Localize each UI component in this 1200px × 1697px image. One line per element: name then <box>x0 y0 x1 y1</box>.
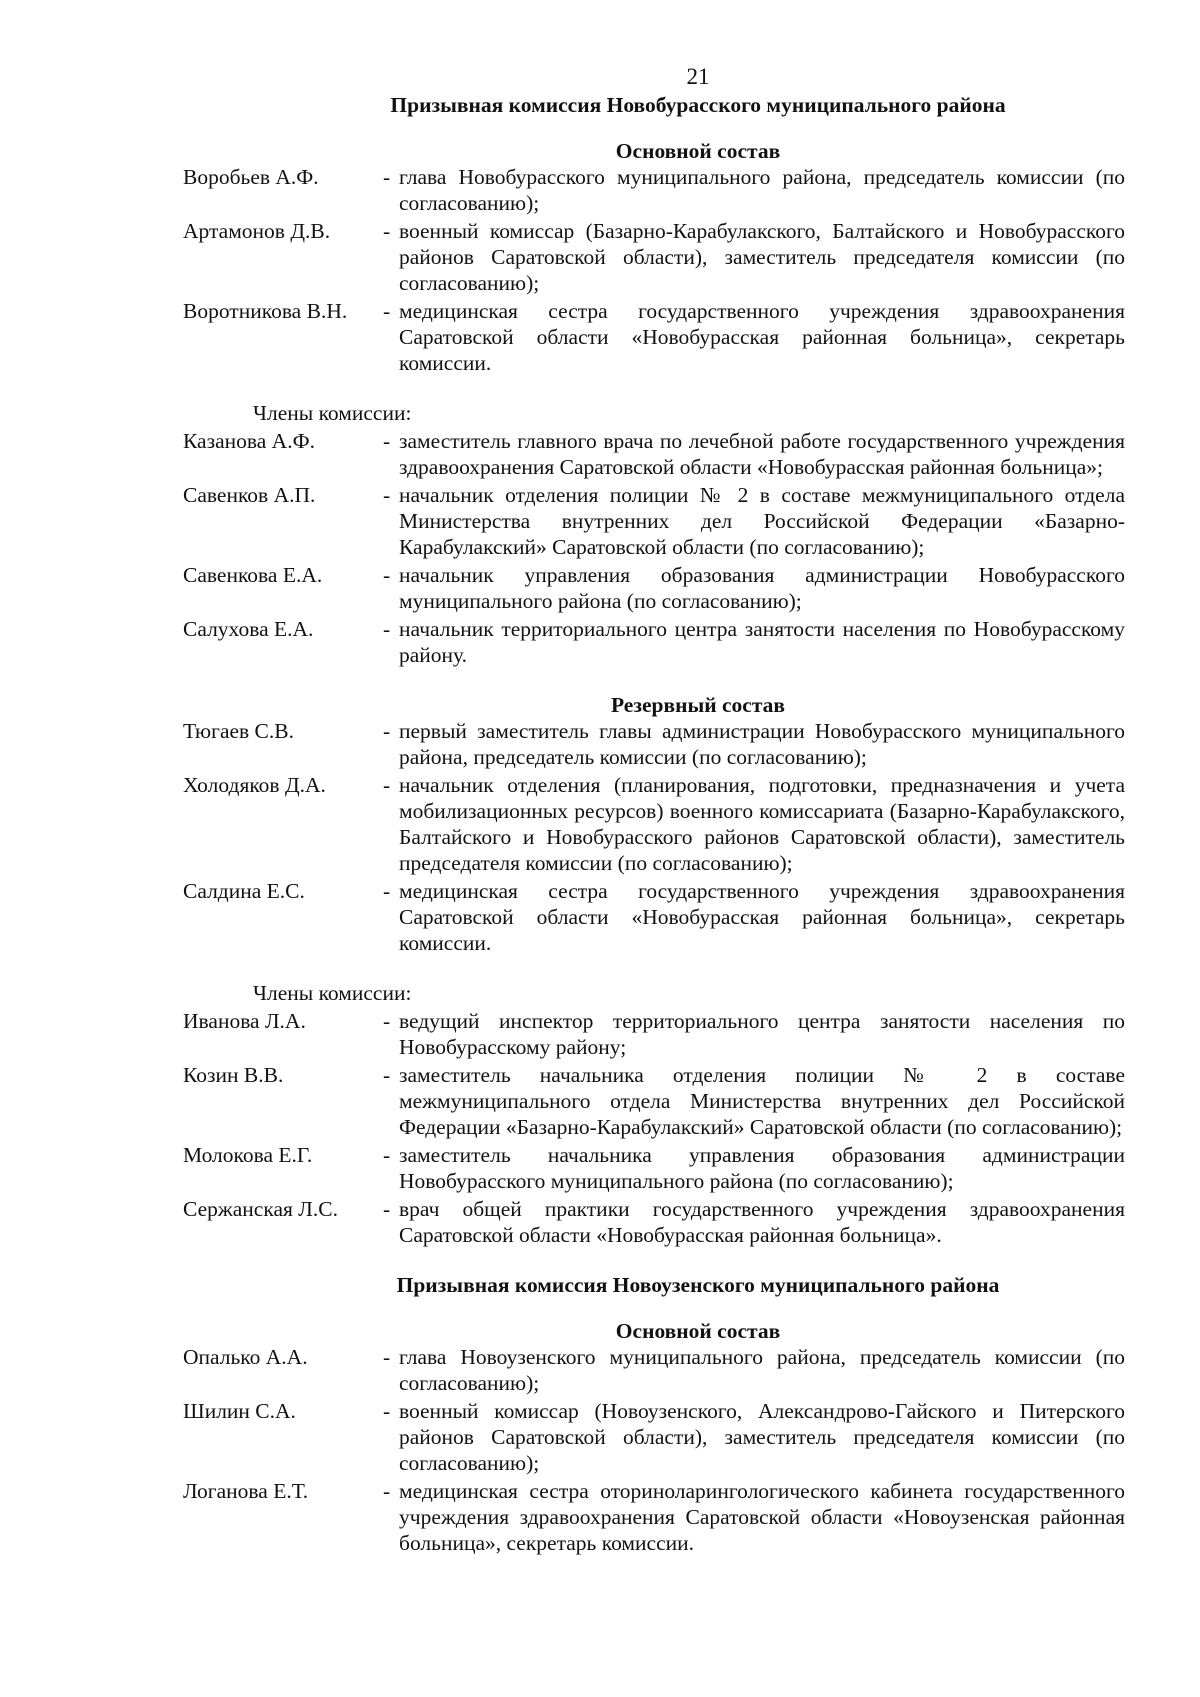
dash-separator: - <box>383 483 391 507</box>
dash-separator: - <box>383 219 391 243</box>
member-entry <box>183 298 1125 376</box>
section-gap <box>183 118 1120 138</box>
group-gap <box>183 376 1120 400</box>
member-name: Салухова Е.А. <box>183 617 314 641</box>
page-number: 21 <box>686 64 710 89</box>
member-position: военный комиссар (Новоузенского, Александрово-Гайского и Питерского районов Саратовской области), заместитель председателя комиссии (по согласованию); <box>399 1399 1125 1475</box>
section-gap <box>183 1298 1120 1318</box>
member-position: ведущий инспектор территориального центра занятости населения по Новобурасскому району; <box>399 1009 1125 1059</box>
member-name: Иванова Л.А. <box>183 1009 306 1033</box>
member-name: Савенков А.П. <box>183 483 316 507</box>
commission-gap <box>183 1248 1120 1272</box>
commission-title: Призывная комиссия Новобурасского муниципального района <box>390 93 1006 117</box>
member-name: Козин В.В. <box>183 1063 284 1087</box>
dash-separator: - <box>383 299 391 323</box>
dash-separator: - <box>383 1143 391 1167</box>
member-entry <box>183 482 1125 560</box>
member-name: Логанова Е.Т. <box>183 1479 309 1503</box>
member-name: Салдина Е.С. <box>183 879 305 903</box>
member-entry <box>183 878 1125 956</box>
dash-separator: - <box>383 563 391 587</box>
member-entry <box>183 1478 1125 1556</box>
member-name: Сержанская Л.С. <box>183 1197 338 1221</box>
member-name: Воробьев А.Ф. <box>183 165 319 189</box>
member-position: начальник управления образования администрации Новобурасского муниципального района (по согласованию); <box>399 563 1125 613</box>
dash-separator: - <box>383 429 391 453</box>
member-position: начальник отделения (планирования, подготовки, предназначения и учета мобилизационных ресурсов) военного комиссариата (Базарно-Карабулакского, Балтайского и Новобурасского районов Саратовской области), заместитель председателя комиссии (по согласованию); <box>399 773 1125 875</box>
dash-separator: - <box>383 165 391 189</box>
member-entry <box>183 718 1125 770</box>
dash-separator: - <box>383 1197 391 1221</box>
member-position: глава Новоузенского муниципального района, председатель комиссии (по согласованию); <box>399 1345 1125 1395</box>
member-entry <box>183 1142 1125 1194</box>
dash-separator: - <box>383 1345 391 1369</box>
dash-separator: - <box>383 719 391 743</box>
section-gap <box>183 668 1120 692</box>
member-name: Воротникова В.Н. <box>183 299 348 323</box>
member-name: Артамонов Д.В. <box>183 219 331 243</box>
member-position: врач общей практики государственного учреждения здравоохранения Саратовской области «Новобурасская районная больница». <box>399 1197 1125 1247</box>
member-name: Тюгаев С.В. <box>183 719 294 743</box>
member-entry <box>183 772 1125 876</box>
member-entry <box>183 1008 1125 1060</box>
member-name: Опалько А.А. <box>183 1345 308 1369</box>
member-position: первый заместитель главы администрации Новобурасского муниципального района, председатель комиссии (по согласованию); <box>399 719 1125 769</box>
member-entry <box>183 218 1125 296</box>
commission-title: Призывная комиссия Новоузенского муниципального района <box>396 1273 1000 1297</box>
members-label: Члены комиссии: <box>253 981 412 1005</box>
member-position: медицинская сестра государственного учреждения здравоохранения Саратовской области «Новобурасская районная больница», секретарь комиссии. <box>399 879 1125 955</box>
dash-separator: - <box>383 1399 391 1423</box>
section-title: Резервный состав <box>610 693 786 717</box>
member-entry <box>183 1196 1125 1248</box>
dash-separator: - <box>383 1479 391 1503</box>
member-position: медицинская сестра оториноларингологического кабинета государственного учреждения здравоохранения Саратовской области «Новоузенская районная больница», секретарь комиссии. <box>399 1479 1125 1555</box>
member-position: глава Новобурасского муниципального района, председатель комиссии (по согласованию); <box>399 165 1125 215</box>
member-entry <box>183 562 1125 614</box>
dash-separator: - <box>383 773 391 797</box>
member-entry <box>183 616 1125 668</box>
member-entry <box>183 1344 1125 1396</box>
dash-separator: - <box>383 617 391 641</box>
member-position: военный комиссар (Базарно-Карабулакского, Балтайского и Новобурасского районов Саратовской области), заместитель председателя комиссии (по согласованию); <box>399 219 1125 295</box>
member-name: Холодяков Д.А. <box>183 773 326 797</box>
member-name: Молокова Е.Г. <box>183 1143 313 1167</box>
member-entry <box>183 1398 1125 1476</box>
members-label: Члены комиссии: <box>253 401 412 425</box>
member-entry <box>183 428 1125 480</box>
dash-separator: - <box>383 1063 391 1087</box>
member-name: Казанова А.Ф. <box>183 429 315 453</box>
section-title: Основной состав <box>615 1319 781 1343</box>
member-position: заместитель начальника управления образования администрации Новобурасского муниципального района (по согласованию); <box>399 1143 1125 1193</box>
document-content <box>183 90 1125 1556</box>
member-entry <box>183 1062 1125 1140</box>
member-position: начальник отделения полиции № 2 в составе межмуниципального отдела Министерства внутренних дел Российской Федерации «Базарно-Карабулакский» Саратовской области (по согласованию); <box>399 483 1125 559</box>
member-name: Савенкова Е.А. <box>183 563 323 587</box>
member-position: заместитель главного врача по лечебной работе государственного учреждения здравоохранения Саратовской области «Новобурасская районная больница»; <box>399 429 1125 479</box>
member-position: заместитель начальника отделения полиции № 2 в составе межмуниципального отдела Министерства внутренних дел Российской Федерации «Базарно-Карабулакский» Саратовской области (по согласованию); <box>399 1063 1125 1139</box>
member-position: начальник территориального центра занятости населения по Новобурасскому району. <box>399 617 1125 667</box>
dash-separator: - <box>383 1009 391 1033</box>
member-name: Шилин С.А. <box>183 1399 296 1423</box>
dash-separator: - <box>383 879 391 903</box>
group-gap <box>183 956 1120 980</box>
section-title: Основной состав <box>615 139 781 163</box>
member-position: медицинская сестра государственного учреждения здравоохранения Саратовской области «Новобурасская районная больница», секретарь комиссии. <box>399 299 1125 375</box>
member-entry <box>183 164 1125 216</box>
